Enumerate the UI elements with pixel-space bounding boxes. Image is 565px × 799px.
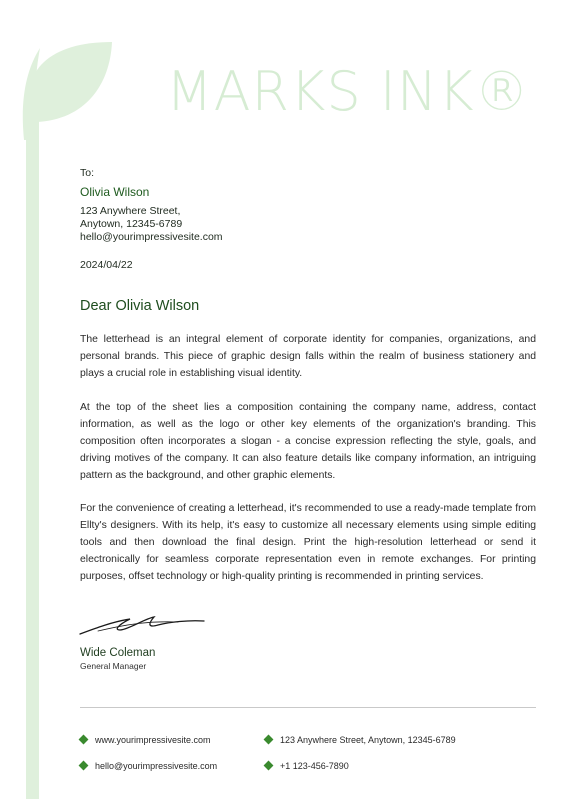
signer-name: Wide Coleman — [80, 647, 156, 659]
signature-image — [78, 610, 208, 640]
footer-website-text[interactable]: www.yourimpressivesite.com — [95, 735, 211, 745]
diamond-icon — [264, 761, 274, 771]
diamond-icon — [79, 761, 89, 771]
signer-title: General Manager — [80, 661, 147, 671]
recipient-address — [80, 205, 223, 245]
footer-phone-text: +1 123-456-7890 — [280, 761, 349, 771]
footer-email-text[interactable]: hello@yourimpressivesite.com — [95, 761, 218, 771]
footer-address-text: 123 Anywhere Street, Anytown, 12345-6789 — [280, 735, 456, 745]
diamond-icon — [79, 735, 89, 745]
body-paragraph-3: For the convenience of creating a letterhead, it's recommended to use a ready-made template from Ellty's designers. With its help, it's easy to customize all necessary elements using simple editing tools and then download the final design. Print the high-resolution letterhead or send it electronically for seamless corporate representation even in remote exchanges. For printing purposes, offset technology or high-quality printing is recommended in printing services. — [80, 503, 536, 582]
footer-phone — [265, 761, 349, 771]
footer-website — [80, 735, 211, 745]
recipient-name: Olivia Wilson — [80, 185, 150, 199]
diamond-icon — [264, 735, 274, 745]
brand-name: MARKS INK® — [166, 60, 530, 123]
recipient-address-line2: Anytown, 12345-6789 — [80, 218, 183, 231]
letter-date: 2024/04/22 — [80, 259, 133, 271]
footer-address — [265, 735, 456, 745]
recipient-email: hello@yourimpressivesite.com — [80, 231, 223, 244]
body-paragraph-1: The letterhead is an integral element of corporate identity for companies, organizations, and personal brands. This piece of graphic design falls within the realm of business stationery and plays a crucial role in establishing visual identity. — [80, 334, 536, 379]
recipient-address-line1: 123 Anywhere Street, — [80, 205, 181, 217]
to-label: To: — [80, 167, 95, 179]
footer-divider — [80, 707, 536, 708]
greeting: Dear Olivia Wilson — [80, 298, 200, 314]
body-paragraph-2: At the top of the sheet lies a composition containing the company name, address, contact information, as well as the logo or other key elements of the organization's branding. This composition often incorporates a slogan - a concise expression reflecting the style, goals, and driving motives of the company. It can also feature details like company information, an intriguing pattern as the background, and other graphic elements. — [80, 402, 536, 481]
footer-email — [80, 761, 217, 771]
